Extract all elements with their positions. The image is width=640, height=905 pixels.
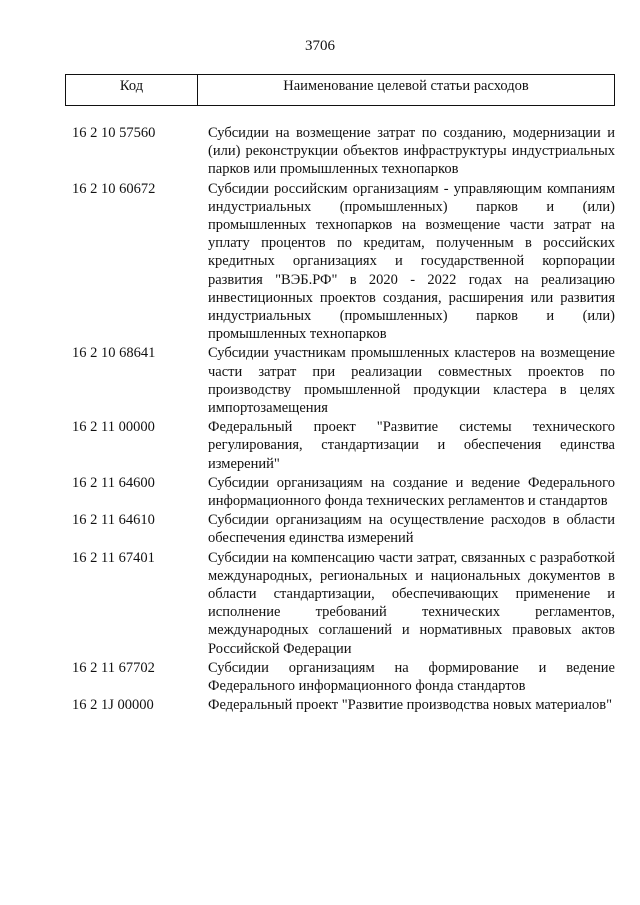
table-row <box>72 511 617 547</box>
row-name: Субсидии организациям на создание и ведение Федерального информационного фонда технических регламентов и стандартов <box>208 474 615 510</box>
row-name: Субсидии на компенсацию части затрат, связанных с разработкой международных, региональных и национальных документов в области стандартизации, обеспечивающих применение и исполнение требований технических регламентов, международных соглашений и нормативных правовых актов Российской Федерации <box>208 549 615 657</box>
row-code: 16 2 10 68641 <box>72 345 156 362</box>
table-row <box>72 344 617 417</box>
table-row <box>72 696 617 714</box>
row-name: Федеральный проект "Развитие системы технического регулирования, стандартизации и обеспечения единства измерений" <box>208 419 615 472</box>
row-code: 16 2 11 67702 <box>72 659 155 676</box>
row-code: 16 2 11 67401 <box>72 549 155 566</box>
row-name: Субсидии организациям на осуществление расходов в области обеспечения единства измерений <box>208 512 615 547</box>
table-row <box>72 659 617 695</box>
row-name: Субсидии участникам промышленных кластеров на возмещение части затрат при реализации совместных проектов по производству промышленной продукции кластера в целях импортозамещения <box>208 345 615 417</box>
table-row <box>72 180 617 344</box>
table-row <box>72 549 617 658</box>
table-header <box>65 74 615 106</box>
table-row <box>72 418 617 473</box>
row-code: 16 2 11 00000 <box>72 419 155 436</box>
row-code: 16 2 11 64600 <box>72 474 155 491</box>
row-name: Субсидии на возмещение затрат по созданию, модернизации и (или) реконструкции объектов инфраструктуры индустриальных парков или промышленных технопарков <box>208 125 615 178</box>
row-name: Субсидии российским организациям - управляющим компаниям индустриальных (промышленных) парков и (или) промышленных технопарков на возмещение части затрат на уплату процентов по кредитам, полученным в российских кредитных организациях и государственной корпорации развития "ВЭБ.РФ" в 2020 - 2022 годах на реализацию инвестиционных проектов создания, расширения или развития индустриальных (промышленных) парков и (или) промышленных технопарков <box>208 180 615 343</box>
row-code: 16 2 1J 00000 <box>72 697 154 714</box>
header-name-label: Наименование целевой статьи расходов <box>283 78 529 94</box>
row-code: 16 2 11 64610 <box>72 512 155 529</box>
page-number: 3706 <box>305 38 335 54</box>
row-code: 16 2 10 57560 <box>72 125 156 141</box>
row-code: 16 2 10 60672 <box>72 180 156 197</box>
row-name: Субсидии организациям на формирование и ведение Федерального информационного фонда стандартов <box>208 659 615 695</box>
table-row <box>72 474 617 510</box>
row-name: Федеральный проект "Развитие производства новых материалов" <box>208 697 613 714</box>
table-body <box>72 124 617 716</box>
header-code-label: Код <box>66 75 198 105</box>
table-row <box>72 124 617 179</box>
